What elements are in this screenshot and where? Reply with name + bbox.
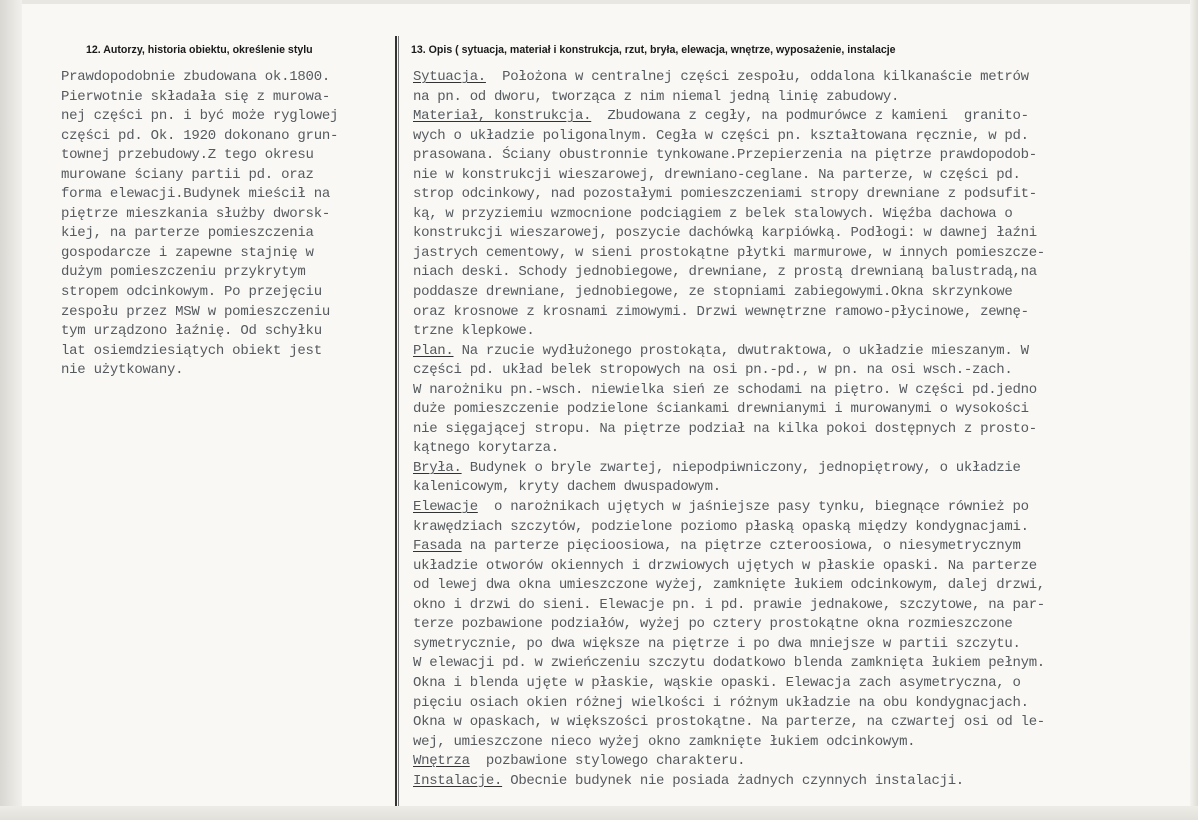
history-line: stropem odcinkowym. Po przejęciu <box>61 284 322 301</box>
section-keyword: Plan. <box>413 342 454 359</box>
description-line: części pd. układ belek stropowych na osi pn.-pd., w pn. na osi wsch.-zach. <box>413 362 1013 379</box>
description-line: okno i drzwi do sieni. Elewacje pn. i pd. prawie jednakowe, szczytowe, na par- <box>413 596 1045 613</box>
history-line: zespołu przez MSW w pomieszczeniu <box>61 303 330 320</box>
section-keyword: Bryła. <box>413 459 462 476</box>
description-line: W elewacji pd. w zwieńczeniu szczytu dodatkowo blenda zamknięta łukiem pełnym. <box>413 655 1045 672</box>
description-line: poddasze drewniane, jednobiegowe, ze stopniami zabiegowymi.Okna skrzynkowe <box>413 284 1013 301</box>
history-line: części pd. Ok. 1920 dokonano grun- <box>61 127 339 144</box>
section-keyword: Elewacje <box>413 499 478 516</box>
history-line: nej części pn. i być może ryglowej <box>61 108 339 125</box>
history-line: lat osiemdziesiątych obiekt jest <box>61 342 322 359</box>
section-line-sytuacja: Sytuacja. Położona w centralnej części zespołu, oddalona kilkanaście metrów <box>413 69 1029 85</box>
description-text <box>413 68 1045 791</box>
column-divider-inner <box>398 36 399 806</box>
description-line: duże pomieszczenie podzielone ściankami drewnianymi i murowanymi o wysokości <box>413 401 1029 418</box>
history-line: gospodarcze i zapewne stajnię w <box>61 244 314 261</box>
description-line: pięciu osiach okien różnej wielkości i różnym układzie na obu kondygnacjach. <box>413 694 1029 711</box>
history-line: nie użytkowany. <box>61 362 184 379</box>
history-line: murowane ściany partii pd. oraz <box>61 166 314 183</box>
description-line: W narożniku pn.-wsch. niewielka sień ze schodami na piętro. W części pd.jedno <box>413 381 1037 398</box>
description-line: trzne klepkowe. <box>413 323 535 340</box>
description-line: Okna w opaskach, w większości prostokątne. Na parterze, na czwartej osi od le- <box>413 714 1045 731</box>
description-line: terze pozbawione podziałów, wyżej po cztery prostokątne okna rozmieszczone <box>413 616 1013 633</box>
section-keyword: Materiał, konstrukcja. <box>413 108 592 125</box>
description-line: wych o układzie poligonalnym. Cegła w części pn. kształtowana ręcznie, w pd. <box>413 127 1029 144</box>
section-13-header: 13. Opis ( sytuacja, materiał i konstrukcja, rzut, bryła, elewacja, wnętrze, wyposażenie, instalacje <box>411 44 896 56</box>
section-keyword: Fasada <box>413 538 462 555</box>
description-line: od lewej dwa okna umieszczone wyżej, zamknięte łukiem odcinkowym, dalej drzwi, <box>413 577 1045 594</box>
section-line-bryla: Bryła. Budynek o bryle zwartej, niepodpiwniczony, jednopiętrowy, o układzie <box>413 459 1021 476</box>
description-line: oraz krosnowe z krosnami zimowymi. Drzwi wewnętrzne ramowo-płycinowe, zewnę- <box>413 303 1029 320</box>
section-line-elewacje: Elewacje o narożnikach ujętych w jaśniejsze pasy tynku, biegnące również po <box>413 499 1029 516</box>
section-keyword: Wnętrza <box>413 753 470 770</box>
page-left-edge <box>0 0 22 820</box>
history-line: forma elewacji.Budynek mieścił na <box>61 186 330 203</box>
section-line-plan: Plan. Na rzucie wydłużonego prostokąta, dwutraktowa, o układzie mieszanym. W <box>413 342 1029 359</box>
page-bottom-edge <box>0 806 1198 820</box>
description-line: symetrycznie, po dwa większe na piętrze i po dwa mniejsze w partii szczytu. <box>413 635 1021 652</box>
description-line: prasowana. Ściany obustronnie tynkowane.Przepierzenia na piętrze prawdopodob- <box>413 147 1037 164</box>
section-line-instalacje: Instalacje. Obecnie budynek nie posiada żadnych czynnych instalacji. <box>413 772 964 789</box>
history-line: piętrze mieszkania służby dworsk- <box>61 205 330 222</box>
description-line: nie sięgającej stropu. Na piętrze podział na kilka pokoi dostępnych z prosto- <box>413 420 1037 437</box>
section-12-header: 12. Autorzy, historia obiektu, określenie stylu <box>86 44 313 56</box>
history-line: tym urządzono łaźnię. Od schyłku <box>61 323 322 340</box>
section-line-fasada: Fasada na parterze pięcioosiowa, na piętrze czteroosiowa, o niesymetrycznym <box>413 538 1021 555</box>
history-line: Pierwotnie składała się z murowa- <box>61 88 330 105</box>
history-line: Prawdopodobnie zbudowana ok.1800. <box>61 69 330 85</box>
description-line: kalenicowym, kryty dachem dwuspadowym. <box>413 479 721 496</box>
section-line-wnetrza: Wnętrza pozbawione stylowego charakteru. <box>413 753 746 770</box>
page-top-edge <box>0 0 1198 4</box>
history-line: townej przebudowy.Z tego okresu <box>61 147 314 164</box>
description-line: kątnego korytarza. <box>413 440 559 457</box>
description-line: wej, umieszczone nieco wyżej okno zamknięte łukiem odcinkowym. <box>413 733 916 750</box>
history-line: dużym pomieszczeniu przykrytym <box>61 264 306 281</box>
history-line: kiej, na parterze pomieszczenia <box>61 225 314 242</box>
page-right-edge <box>1190 0 1198 820</box>
description-line: ką, w przyziemiu wzmocnione podciągiem z belek stalowych. Więźba dachowa o <box>413 205 1013 222</box>
description-line: krawędziach szczytów, podzielone poziomo płaską opaską między kondygnacjami. <box>413 518 1029 535</box>
description-line: na pn. od dworu, tworząca z nim niemal jedną linię zabudowy. <box>413 88 900 105</box>
section-line-material: Materiał, konstrukcja. Zbudowana z cegły, na podmurówce z kamieni granito- <box>413 108 1029 125</box>
section-keyword: Instalacje. <box>413 772 503 789</box>
description-line: nie w konstrukcji wieszarowej, drewniano-ceglane. Na parterze, w części pd. <box>413 166 1021 183</box>
description-line: niach deski. Schody jednobiegowe, drewniane, z prostą drewnianą balustradą,na <box>413 264 1037 281</box>
description-line: konstrukcji wieszarowej, poszycie dachówką karpiówką. Podłogi: w dawnej łaźni <box>413 225 1037 242</box>
description-line: układzie otworów okiennych i drzwiowych ujętych w płaskie opaski. Na parterze <box>413 557 1037 574</box>
column-divider <box>395 36 397 806</box>
section-keyword: Sytuacja. <box>413 69 486 85</box>
description-line: Okna i blenda ujęte w płaskie, wąskie opaski. Elewacja zach asymetryczna, o <box>413 674 1021 691</box>
description-line: strop odcinkowy, nad pozostałymi pomieszczeniami stropy drewniane z podsufit- <box>413 186 1037 203</box>
description-line: jastrych cementowy, w sieni prostokątne płytki marmurowe, w innych pomieszcze- <box>413 244 1045 261</box>
history-text <box>61 68 338 381</box>
